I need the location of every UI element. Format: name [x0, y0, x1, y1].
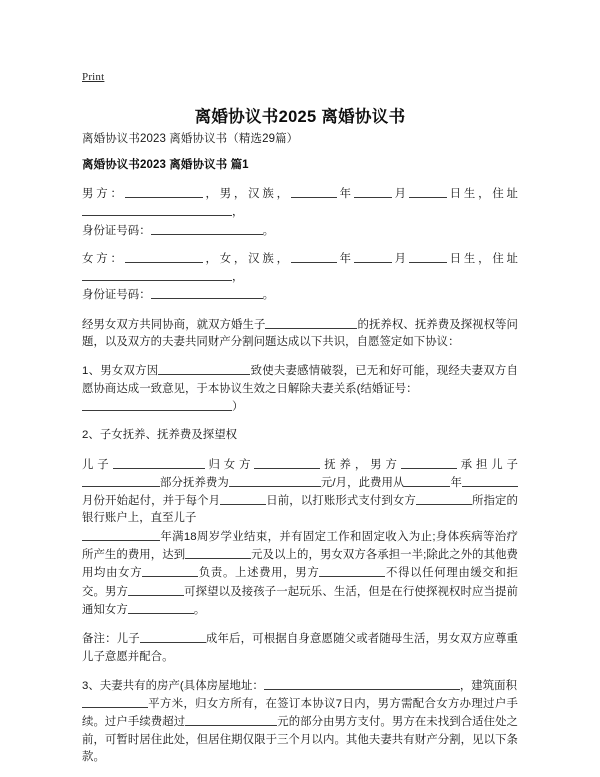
clause-1-part-b: 致使夫妻感情破裂，已无和好可能，现经夫妻双方自愿协商达成一致意见，于本协议生效之日解除夫妻关系(结婚证号：: [82, 365, 518, 395]
male-address-blank: [82, 203, 232, 216]
document-subtitle: 离婚协议书2023 离婚协议书（精选29篇）: [82, 133, 299, 145]
clause-3-paragraph: [82, 677, 518, 766]
c2-year-blank: [404, 474, 450, 487]
c2-f: 元/月，此费用从: [320, 476, 405, 489]
female-comma: ，: [232, 271, 244, 284]
female-id-blank: [151, 286, 263, 299]
c2-p: 。: [193, 603, 206, 616]
male-comma: ，: [232, 206, 244, 219]
c3-address-blank: [264, 677, 460, 690]
c2-n: 不得以任何理由缓交和拒交。男方: [82, 567, 518, 598]
male-year-blank: [291, 185, 337, 198]
c2-j: 所指定的银行账户上，直至儿子: [82, 495, 518, 525]
note-son-blank: [140, 630, 206, 643]
male-day-blank: [409, 185, 447, 198]
c2-e: 部分抚养费为: [160, 476, 229, 489]
marriage-cert-blank: [82, 398, 232, 411]
female-id-label: 身份证号码：: [82, 289, 151, 302]
female-address-blank: [82, 268, 232, 281]
c2-a: 儿子: [82, 458, 113, 471]
c2-m: 负责。上述费用，男方: [198, 567, 320, 580]
male-id-period: 。: [262, 224, 275, 237]
clause-1-part-c: ）: [232, 400, 244, 413]
clause-1-paragraph: [82, 362, 518, 416]
c2-son-blank-2: [82, 474, 160, 487]
male-month: 月: [391, 188, 409, 200]
preamble-part-a: 经男女双方共同协商，就双方婚生子: [82, 318, 266, 331]
female-month-blank: [354, 250, 392, 263]
c2-b: 归女方: [204, 458, 255, 471]
c3-a: 3、夫妻共有的房产(具体房屋地址：: [82, 679, 264, 692]
clause-2-paragraph: [82, 456, 518, 620]
female-party-line: [82, 250, 518, 287]
c2-female-blank-1: [254, 456, 320, 469]
c3-d: 元的部分由男方支付。男方在未找到合适住处之前，可暂时居住此处，但居住期仅限于三个月以内。其他夫妻共有财产分割，见以下条款。: [82, 716, 518, 764]
c3-fee-blank: [185, 713, 277, 726]
female-birth-address: 日生，住址: [446, 252, 518, 265]
c2-son-blank-3: [82, 528, 160, 541]
preamble-paragraph: [82, 316, 518, 352]
male-name-blank: [125, 185, 203, 198]
document-body: [82, 131, 518, 777]
c2-d: 承担儿子: [456, 458, 518, 471]
c2-female-blank-4: [128, 601, 194, 614]
female-id-period: 。: [262, 289, 275, 302]
female-name-blank: [125, 250, 203, 263]
c2-son-blank-1: [113, 456, 205, 469]
c2-month-blank: [462, 474, 518, 487]
page-title: 离婚协议书2025 离婚协议书: [194, 108, 406, 127]
note-b: 成年后，可根据自身意愿随父或者随母生活，男女双方应尊重儿子意愿并配合。: [82, 633, 518, 663]
c2-female-blank-2: [416, 492, 472, 505]
female-desc: ，女，汉族，: [202, 252, 291, 265]
c2-i: 日前，以打账形式支付到女方: [266, 495, 416, 508]
clause-1-part-a: 1、男女双方因: [82, 365, 159, 378]
male-month-blank: [354, 185, 392, 198]
female-month: 月: [391, 252, 409, 265]
c2-g: 年: [450, 476, 462, 489]
clause-1-reason-blank: [158, 362, 250, 375]
c2-o: 可探望以及接孩子一起玩乐、生活，但是在行使探视权时应当提前通知女方: [82, 585, 518, 616]
c2-amount-blank: [229, 474, 321, 487]
note-a: 备注：儿子: [82, 633, 140, 646]
female-year-blank: [291, 250, 337, 263]
female-id-line: [82, 286, 518, 304]
c2-female-blank-3: [142, 564, 198, 577]
preamble-part-b: 的抚养权、抚养费及探视权等问题，以及双方的夫妻共同财产分割问题达成以下共识，自愿签定如下协议：: [82, 318, 518, 349]
c2-medical-amount-blank: [185, 546, 251, 559]
c2-male-blank-1: [401, 456, 457, 469]
print-link[interactable]: Print: [82, 71, 105, 83]
female-year: 年: [336, 252, 354, 265]
male-id-label: 身份证号码：: [82, 224, 151, 237]
c2-male-blank-3: [128, 583, 184, 596]
child-name-blank: [265, 316, 357, 329]
male-id-blank: [151, 222, 263, 235]
male-id-line: [82, 222, 518, 240]
c2-day-blank: [220, 492, 266, 505]
c2-male-blank-2: [319, 564, 385, 577]
female-label: 女方：: [82, 252, 125, 265]
clause-2-note: [82, 630, 518, 666]
c3-area-blank: [82, 695, 148, 708]
male-desc: ，男，汉族，: [202, 188, 291, 200]
c3-c: 平方米，归女方所有，在签订本协议7日内，男方需配合女方办理过户手续。过户手续费超过: [82, 698, 518, 729]
section-heading: 离婚协议书2023 离婚协议书 篇1: [82, 159, 249, 171]
male-party-line: [82, 185, 518, 222]
c3-b: ，建筑面积: [459, 679, 518, 692]
clause-2-heading: 2、子女抚养、抚养费及探望权: [82, 429, 238, 442]
male-birth-address: 日生，住址: [446, 188, 518, 200]
female-day-blank: [409, 250, 447, 263]
male-label: 男方：: [82, 188, 125, 200]
c2-k: 年满18周岁学业结束，并有固定工作和固定收入为止;身体疾病等治疗所产生的费用，达到: [82, 530, 518, 562]
c2-l: 元及以上的，男女双方各承担一半;除此之外的其他费用均由女方: [82, 549, 518, 580]
c2-c: 抚养，男方: [320, 458, 401, 471]
c2-h: 月份开始起付，并于每个月: [82, 495, 221, 508]
male-year: 年: [336, 188, 354, 200]
